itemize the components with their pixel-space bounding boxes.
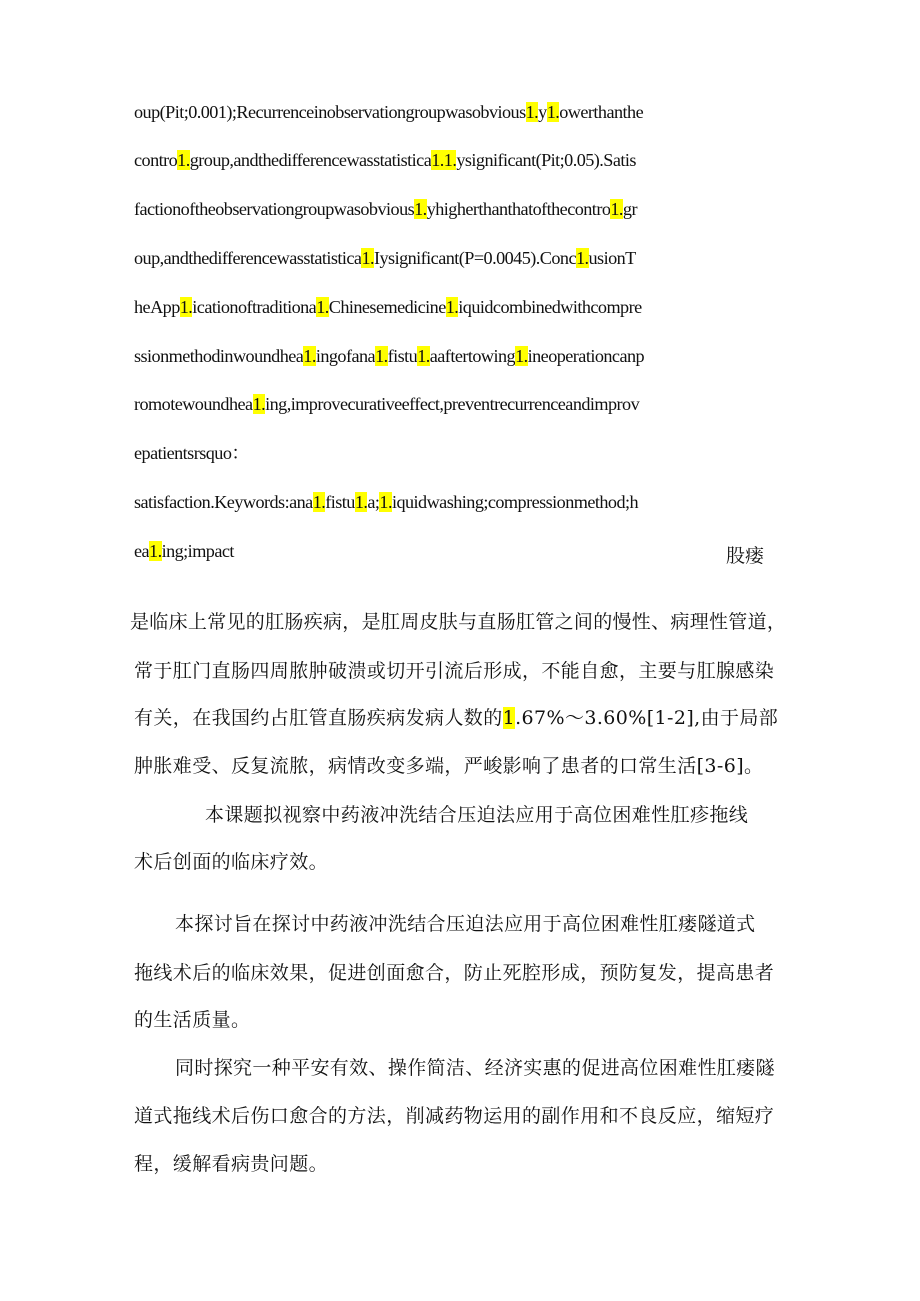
text-run: fistu <box>387 346 418 366</box>
text-run: oup,andthedifferencewasstatistica <box>134 248 362 268</box>
text-run: 同时探究一种平安有效、操作简洁、经济实惠的促进高位困难性肛瘘隧 <box>175 1057 775 1079</box>
abstract-line <box>134 536 920 566</box>
text-run: 常于肛门直肠四周脓肿破溃或切开引流后形成，不能自愈，主要与肛腺感染 <box>134 660 775 682</box>
abstract-line <box>134 145 920 175</box>
text-run: 本探讨旨在探讨中药液冲洗结合压迫法应用于高位困难性肛瘘隧道式 <box>175 913 756 935</box>
highlighted-text: 1. <box>414 199 427 219</box>
body-line <box>134 1100 920 1132</box>
body-line <box>130 606 920 638</box>
highlighted-text: 1 <box>502 707 516 729</box>
body-line <box>134 957 920 989</box>
text-run: ingofana <box>315 346 376 366</box>
text-run: Iysignificant(P=0.0045).Conc <box>374 248 576 268</box>
text-run: 的生活质量。 <box>134 1009 251 1031</box>
text-run: contro <box>134 150 178 170</box>
highlighted-text: 1. <box>177 150 190 170</box>
text-run: 本课题拟视察中药液冲洗结合压迫法应用于高位困难性肛疹拖线 <box>205 804 749 826</box>
text-run: a; <box>367 492 380 512</box>
abstract-line <box>134 243 920 273</box>
text-run: 程，缓解看病贵问题。 <box>134 1153 329 1175</box>
highlighted-text: 1. <box>303 346 316 366</box>
text-run: 肿胀难受、反复流脓，病情改变多端，严峻影响了患者的口常生活[3-6]。 <box>134 755 764 777</box>
text-run: y <box>538 102 547 122</box>
body-line <box>134 750 920 782</box>
text-run: oup(Pit;0.001);Recurrenceinobservationgroupwasobvious <box>134 102 526 122</box>
highlighted-text: 1. <box>354 492 368 512</box>
abstract-line <box>134 194 920 224</box>
text-run: ing,improvecurativeeffect,preventrecurrenceandimprov <box>265 394 640 414</box>
text-run: fistu <box>325 492 355 512</box>
highlighted-text: 1. <box>316 297 329 317</box>
abstract-line <box>134 487 920 517</box>
body-line <box>134 1148 920 1180</box>
text-run: 是临床上常见的肛肠疾病，是肛周皮肤与直肠肛管之间的慢性、病理性管道， <box>130 611 787 633</box>
body-line <box>134 846 920 878</box>
highlighted-text: 1. <box>179 297 193 317</box>
highlighted-text: 1. <box>252 394 266 414</box>
text-run: gr <box>622 199 637 219</box>
body-line <box>134 702 920 734</box>
right-aligned-term: 股瘘 <box>726 545 765 567</box>
highlighted-text: 1.1. <box>431 150 457 170</box>
abstract-line <box>134 97 920 127</box>
abstract-line <box>134 292 920 322</box>
text-run: ysignificant(Pit;0.05).Satis <box>456 150 636 170</box>
highlighted-text: 1. <box>375 346 388 366</box>
text-run: usionT <box>588 248 636 268</box>
text-run: 道式拖线术后伤口愈合的方法，削减药物运用的副作用和不良反应，缩短疗 <box>134 1105 775 1127</box>
text-run: ea <box>134 541 150 561</box>
body-line <box>175 1052 920 1084</box>
text-run: iquidwashing;compressionmethod;h <box>391 492 639 512</box>
text-run: 有关，在我国约占肛管直肠疾病发病人数的 <box>134 707 503 729</box>
highlighted-text: 1. <box>312 492 326 512</box>
highlighted-text: 1. <box>445 297 459 317</box>
highlighted-text: 1. <box>515 346 528 366</box>
text-run: aaftertowing <box>429 346 516 366</box>
text-run: ing;impact <box>161 541 234 561</box>
text-run: owerthanthe <box>559 102 644 122</box>
highlighted-text: 1. <box>575 248 589 268</box>
text-run: yhigherthanthatofthecontro <box>426 199 611 219</box>
text-run: epatientsrsquo： <box>134 443 249 463</box>
text-run: ssionmethodinwoundhea <box>134 346 304 366</box>
text-run: Chinesemedicine <box>328 297 446 317</box>
text-run: satisfaction.Keywords:ana <box>134 492 313 512</box>
body-line <box>134 655 920 687</box>
text-run: romotewoundhea <box>134 394 253 414</box>
highlighted-text: 1. <box>525 102 539 122</box>
text-run: icationoftraditiona <box>192 297 317 317</box>
abstract-line <box>134 389 920 419</box>
body-line <box>175 908 920 940</box>
highlighted-text: 1. <box>149 541 162 561</box>
highlighted-text: 1. <box>417 346 430 366</box>
body-line <box>205 799 920 831</box>
text-run: group,andthedifferencewasstatistica <box>189 150 432 170</box>
highlighted-text: 1. <box>379 492 392 512</box>
text-run: ineoperationcanp <box>527 346 645 366</box>
body-line <box>134 1004 920 1036</box>
highlighted-text: 1. <box>546 102 560 122</box>
text-run: 术后创面的临床疗效。 <box>134 851 329 873</box>
highlighted-text: 1. <box>361 248 374 268</box>
abstract-line <box>134 438 920 468</box>
text-run: factionoftheobservationgroupwasobvious <box>134 199 415 219</box>
highlighted-text: 1. <box>610 199 623 219</box>
text-run: iquidcombinedwithcompre <box>458 297 642 317</box>
text-run: .67%～3.60%[1-2],由于局部 <box>515 707 779 729</box>
text-run: heApp <box>134 297 180 317</box>
abstract-line <box>134 341 920 371</box>
text-run: 拖线术后的临床效果，促进创面愈合，防止死腔形成，预防复发，提高患者 <box>134 962 775 984</box>
